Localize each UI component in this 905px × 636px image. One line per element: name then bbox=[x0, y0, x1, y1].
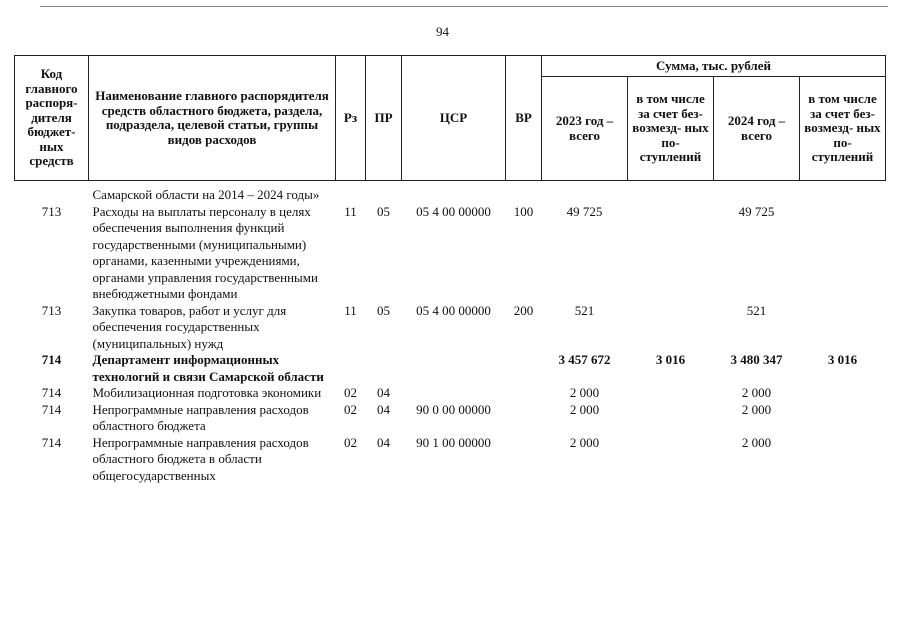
cell-2023-free bbox=[628, 204, 714, 303]
header-rz: Рз bbox=[336, 56, 366, 181]
page-number: 94 bbox=[436, 24, 449, 39]
cell-2023-free bbox=[628, 187, 714, 204]
cell-2024-free bbox=[800, 402, 886, 435]
cell-2024-free bbox=[800, 303, 886, 353]
cell-code: 714 bbox=[41, 352, 62, 367]
cell-2024-total: 521 bbox=[746, 302, 767, 318]
cell-2023-total: 2 000 bbox=[569, 401, 600, 417]
page-top-rule bbox=[40, 6, 888, 7]
cell-csr: 90 0 00 00000 bbox=[416, 401, 491, 417]
cell-name: Закупка товаров, работ и услуг для обеспечения государственных (муниципальных) нужд bbox=[92, 302, 287, 351]
cell-name: Департамент информационных технологий и связи Самарской области bbox=[92, 352, 324, 384]
cell-rz: 11 bbox=[344, 203, 357, 219]
budget-table bbox=[14, 55, 886, 484]
cell-2024-free bbox=[800, 187, 886, 204]
cell-2024-total: 2 000 bbox=[741, 385, 772, 400]
cell-2024-free bbox=[800, 204, 886, 303]
cell-code: 714 bbox=[41, 434, 62, 450]
cell-vr bbox=[506, 402, 542, 435]
cell-2024-total bbox=[714, 187, 800, 204]
cell-csr: 05 4 00 00000 bbox=[416, 302, 491, 318]
cell-pr: 05 bbox=[377, 302, 390, 318]
cell-code: 713 bbox=[41, 203, 62, 219]
cell-code: 714 bbox=[41, 385, 62, 400]
cell-pr: 05 bbox=[377, 203, 390, 219]
table-row bbox=[15, 303, 886, 353]
cell-2023-total: 2 000 bbox=[569, 434, 600, 450]
header-sum: Сумма, тыс. рублей bbox=[542, 56, 886, 77]
header-2023-free: в том числе за счет без- возмезд- ных по- ступлений bbox=[628, 77, 714, 181]
table-header bbox=[15, 56, 886, 181]
cell-2024-total: 2 000 bbox=[741, 401, 772, 417]
cell-2023-free bbox=[628, 303, 714, 353]
header-2024-total: 2024 год – всего bbox=[714, 77, 800, 181]
cell-name: Непрограммные направления расходов областного бюджета в области общегосударственных bbox=[92, 434, 309, 483]
table-row bbox=[15, 187, 886, 204]
cell-2024-total: 49 725 bbox=[738, 203, 775, 219]
cell-rz bbox=[336, 352, 366, 385]
cell-vr bbox=[506, 352, 542, 385]
header-2023-total: 2023 год – всего bbox=[542, 77, 628, 181]
header-name: Наименование главного распорядителя средств областного бюджета, раздела, подраздела, целевой статьи, группы видов расходов bbox=[89, 56, 336, 181]
cell-2024-free bbox=[800, 435, 886, 485]
cell-code bbox=[15, 187, 89, 204]
cell-csr: 05 4 00 00000 bbox=[416, 203, 491, 219]
cell-2023-total: 3 457 672 bbox=[558, 352, 611, 367]
cell-name: Мобилизационная подготовка экономики bbox=[92, 385, 322, 400]
cell-2023-free: 3 016 bbox=[655, 352, 686, 367]
cell-vr bbox=[506, 187, 542, 204]
cell-2024-free bbox=[800, 385, 886, 402]
table-row bbox=[15, 352, 886, 385]
cell-rz: 02 bbox=[344, 385, 357, 400]
cell-2023-total: 49 725 bbox=[566, 203, 603, 219]
cell-2023-total: 2 000 bbox=[569, 385, 600, 400]
header-pr: ПР bbox=[366, 56, 402, 181]
cell-name: Самарской области на 2014 – 2024 годы» bbox=[92, 187, 320, 202]
cell-pr bbox=[366, 187, 402, 204]
cell-2024-total: 3 480 347 bbox=[730, 352, 783, 367]
cell-vr bbox=[506, 435, 542, 485]
header-2024-free: в том числе за счет без- возмезд- ных по- ступлений bbox=[800, 77, 886, 181]
cell-2023-total bbox=[542, 187, 628, 204]
cell-name: Непрограммные направления расходов областного бюджета bbox=[92, 401, 309, 433]
cell-code: 714 bbox=[41, 401, 62, 417]
cell-rz: 02 bbox=[344, 434, 357, 450]
cell-pr: 04 bbox=[377, 434, 390, 450]
cell-2023-free bbox=[628, 435, 714, 485]
table-row bbox=[15, 385, 886, 402]
cell-pr: 04 bbox=[377, 401, 390, 417]
header-code: Код главного распоря- дителя бюджет- ных средств bbox=[15, 56, 89, 181]
cell-2024-total: 2 000 bbox=[741, 434, 772, 450]
cell-2023-total: 521 bbox=[574, 302, 595, 318]
table-row bbox=[15, 402, 886, 435]
cell-code: 713 bbox=[41, 302, 62, 318]
cell-2023-free bbox=[628, 385, 714, 402]
cell-vr: 200 bbox=[513, 302, 534, 318]
cell-csr bbox=[402, 187, 506, 204]
cell-rz: 02 bbox=[344, 401, 357, 417]
cell-2024-free: 3 016 bbox=[827, 352, 858, 367]
cell-csr bbox=[402, 352, 506, 385]
cell-vr bbox=[506, 385, 542, 402]
table-row bbox=[15, 204, 886, 303]
cell-name: Расходы на выплаты персоналу в целях обеспечения выполнения функций государственными (муниципальными) органами, казенными учреждениями, органами управления государственными внебюджетными фондами bbox=[92, 203, 318, 301]
cell-2023-free bbox=[628, 402, 714, 435]
header-vr: ВР bbox=[506, 56, 542, 181]
cell-pr: 04 bbox=[377, 385, 390, 400]
cell-rz: 11 bbox=[344, 302, 357, 318]
cell-csr bbox=[402, 385, 506, 402]
cell-csr: 90 1 00 00000 bbox=[416, 434, 491, 450]
header-csr: ЦСР bbox=[402, 56, 506, 181]
cell-rz bbox=[336, 187, 366, 204]
cell-pr bbox=[366, 352, 402, 385]
table-body bbox=[15, 181, 886, 485]
table-row bbox=[15, 435, 886, 485]
cell-vr: 100 bbox=[513, 203, 534, 219]
